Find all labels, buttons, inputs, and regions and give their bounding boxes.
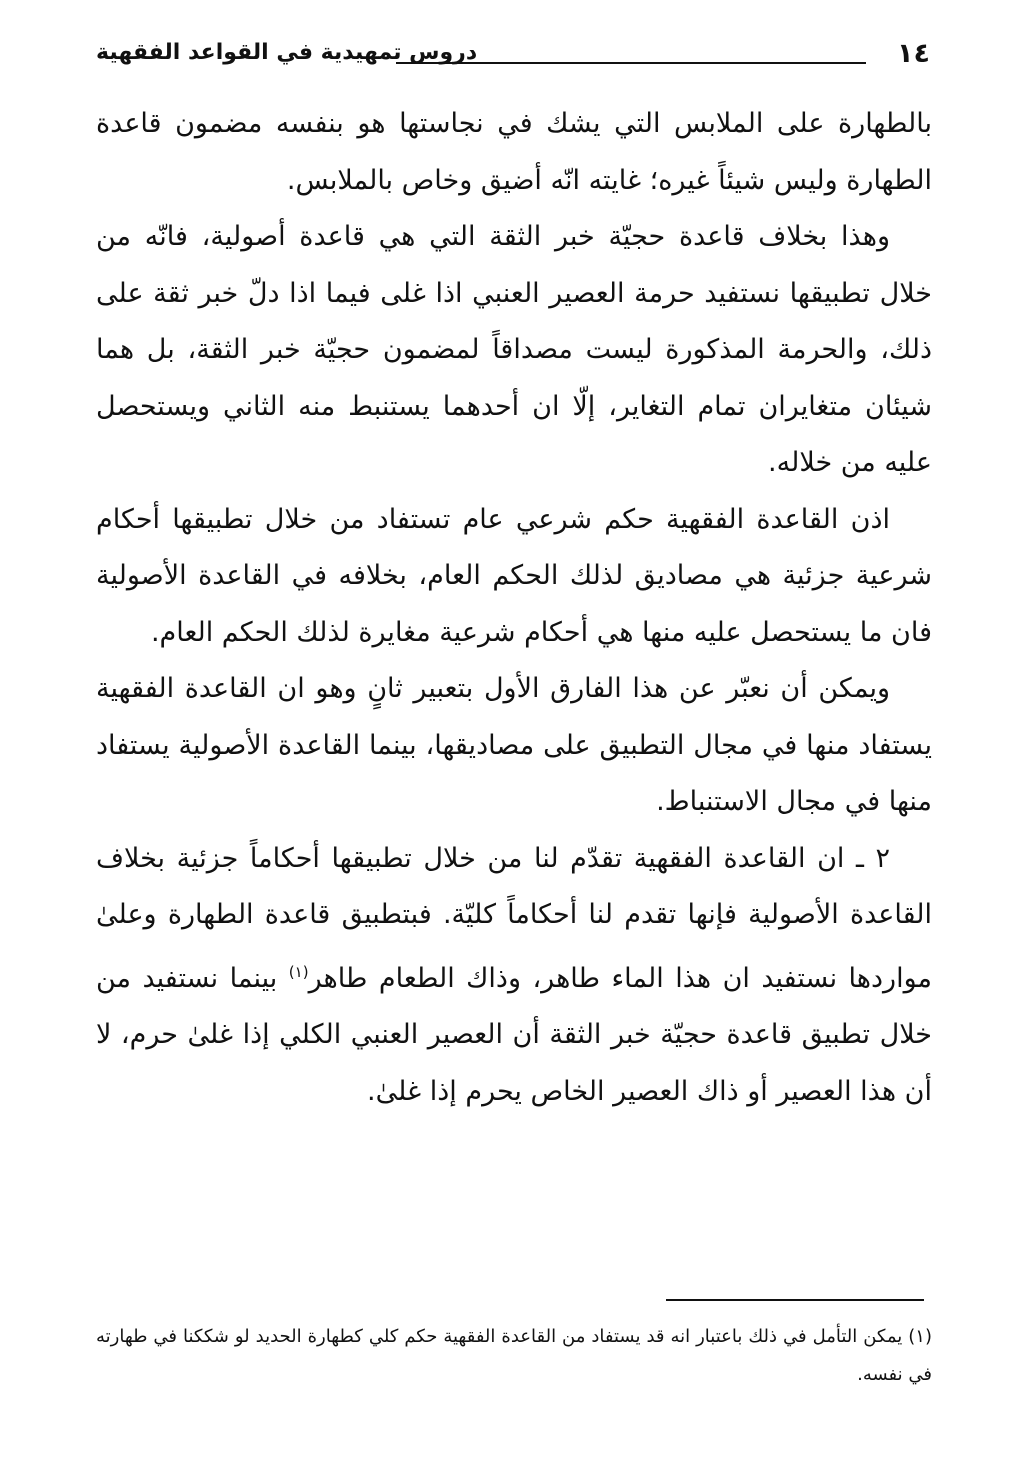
page-number: ١٤ bbox=[897, 38, 930, 69]
footnote-reference: (١) bbox=[288, 962, 309, 981]
footnote-entry bbox=[96, 1318, 932, 1394]
paragraph-4: ويمكن أن نعبّر عن هذا الفارق الأول بتعبير ثانٍ وهو ان القاعدة الفقهية يستفاد منها في مجال التطبيق على مصاديقها، بينما القاعدة الأصولية يستفاد منها في مجال الاستنباط. bbox=[96, 673, 932, 817]
paragraph-5 bbox=[96, 831, 932, 1121]
footnote bbox=[96, 1318, 932, 1394]
paragraph-5-text: ٢ ـ ان القاعدة الفقهية تقدّم لنا من خلال تطبيقها أحكاماً جزئية بخلاف القاعدة الأصولية فإنها تقدم لنا أحكاماً كليّة. فبتطبيق قاعدة الطهارة وعلىٰ مواردها نستفيد ان هذا الماء طاهر، وذاك الطعام طاهر bbox=[96, 842, 932, 994]
footnote-rule bbox=[666, 1299, 924, 1301]
footnote-number: (١) bbox=[908, 1326, 932, 1347]
body-text bbox=[96, 96, 932, 1120]
paragraph-5-continuation: بينما نستفيد من خلال تطبيق قاعدة حجيّة خبر الثقة أن العصير العنبي الكلي إذا غلىٰ حرم، لا أن هذا العصير أو ذاك العصير الخاص يحرم إذا غلىٰ. bbox=[96, 962, 932, 1107]
footnote-text: يمكن التأمل في ذلك باعتبار انه قد يستفاد من القاعدة الفقهية حكم كلي كطهارة الحديد لو شككنا في طهارته في نفسه. bbox=[96, 1326, 932, 1385]
running-title: دروس تمهيدية في القواعد الفقهية bbox=[96, 40, 478, 65]
paragraph-1: بالطهارة على الملابس التي يشك في نجاستها هو بنفسه مضمون قاعدة الطهارة وليس شيئاً غيره؛ غايته انّه أضيق وخاص بالملابس. bbox=[96, 108, 932, 196]
paragraph-3: اذن القاعدة الفقهية حكم شرعي عام تستفاد من خلال تطبيقها أحكام شرعية جزئية هي مصاديق لذلك الحكم العام، بخلافه في القاعدة الأصولية فان ما يستحصل عليه منها هي أحكام شرعية مغايرة لذلك الحكم العام. bbox=[96, 503, 932, 648]
paragraph-2: وهذا بخلاف قاعدة حجيّة خبر الثقة التي هي قاعدة أصولية، فانّه من خلال تطبيقها نستفيد حرمة العصير العنبي اذا غلى فيما اذا دلّ خبر ثقة على ذلك، والحرمة المذكورة ليست مصداقاً لمضمون حجيّة خبر الثقة، بل هما شيئان متغايران تمام التغاير، إلّا ان أحدهما يستنبط منه الثاني ويستحصل عليه من خلاله. bbox=[96, 221, 932, 478]
page-header bbox=[96, 36, 932, 84]
